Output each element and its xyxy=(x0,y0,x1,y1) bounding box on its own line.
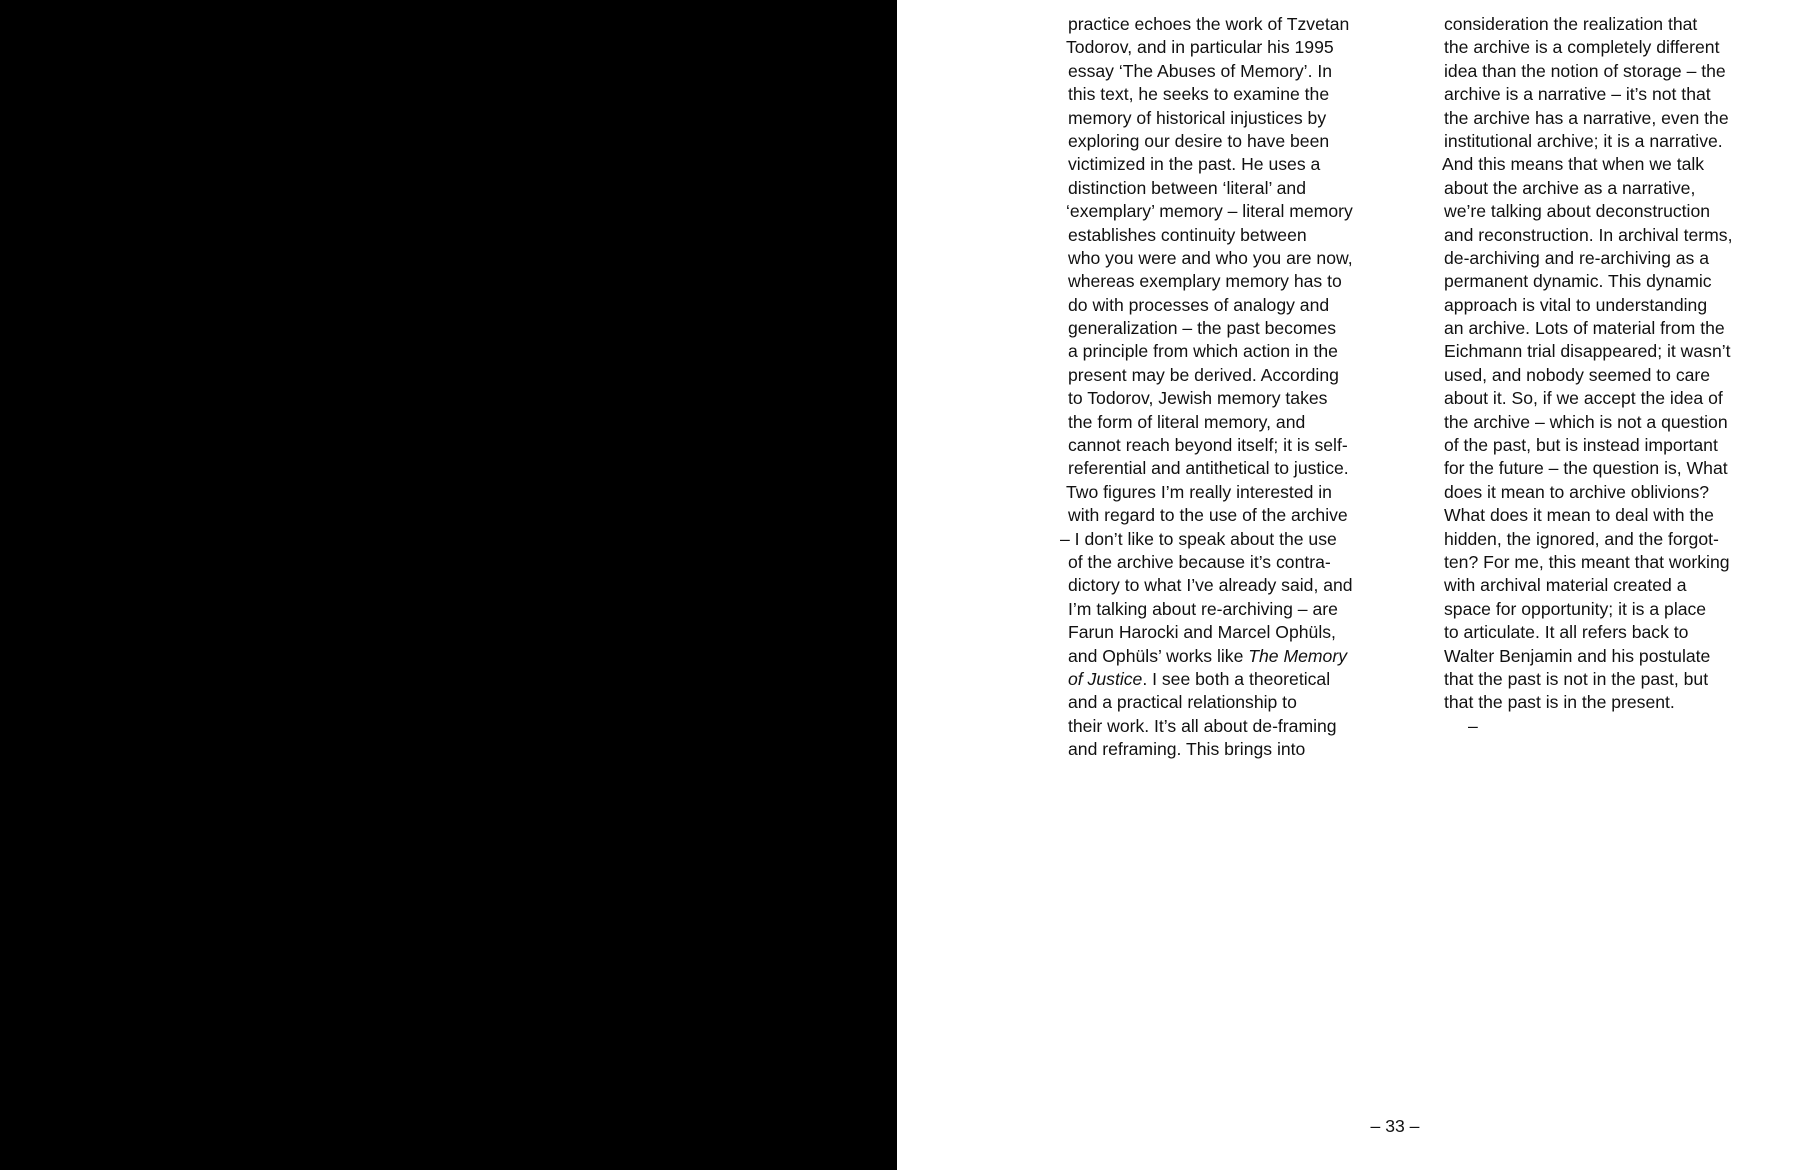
text-line: idea than the notion of storage – the xyxy=(1444,60,1726,81)
text-line: Farun Harocki and Marcel Ophüls, xyxy=(1068,622,1336,643)
text-line: does it mean to archive oblivions? xyxy=(1444,481,1710,502)
text-line: used, and nobody seemed to care xyxy=(1444,364,1711,385)
text-line: about the archive as a narrative, xyxy=(1444,177,1696,198)
text-line: their work. It’s all about de-framing xyxy=(1068,715,1337,736)
text-line: archive is a narrative – it’s not that xyxy=(1444,84,1711,105)
text-line: with archival material created a xyxy=(1444,575,1687,596)
text-line: – I don’t like to speak about the use xyxy=(1060,528,1337,549)
text-line: with regard to the use of the archive xyxy=(1068,505,1348,526)
text-line: institutional archive; it is a narrative. xyxy=(1444,130,1723,151)
text-line: generalization – the past becomes xyxy=(1068,318,1336,339)
text-line: practice echoes the work of Tzvetan xyxy=(1068,14,1350,34)
text-line: ten? For me, this meant that working xyxy=(1444,551,1730,572)
text-column-left xyxy=(1060,13,1353,762)
text-line: victimized in the past. He uses a xyxy=(1068,154,1321,175)
text-line: present may be derived. According xyxy=(1068,364,1339,385)
text-line: And this means that when we talk xyxy=(1442,154,1705,175)
text-line: essay ‘The Abuses of Memory’. In xyxy=(1068,60,1333,81)
text-line: hidden, the ignored, and the forgot- xyxy=(1444,528,1719,549)
text-line: and a practical relationship to xyxy=(1068,692,1297,713)
text-line: and reconstruction. In archival terms, xyxy=(1444,224,1733,245)
text-line: distinction between ‘literal’ and xyxy=(1068,177,1306,198)
text-line: this text, he seeks to examine the xyxy=(1068,84,1330,105)
page-number: – 33 – xyxy=(1370,1116,1420,1136)
text-line xyxy=(1068,645,1353,668)
text-line: the archive has a narrative, even the xyxy=(1444,107,1729,128)
text-line: about it. So, if we accept the idea of xyxy=(1444,388,1723,409)
text-line: the form of literal memory, and xyxy=(1068,411,1306,432)
text-line: a principle from which action in the xyxy=(1068,341,1338,362)
text-line: de-archiving and re-archiving as a xyxy=(1444,247,1710,268)
text-line: cannot reach beyond itself; it is self- xyxy=(1068,435,1348,456)
text-line: an archive. Lots of material from the xyxy=(1444,318,1725,339)
film-title-italic: The Memory xyxy=(1248,645,1347,666)
text-line: the archive – which is not a question xyxy=(1444,411,1728,432)
text-line: and reframing. This brings into xyxy=(1068,739,1306,760)
text-line: exploring our desire to have been xyxy=(1068,130,1330,151)
text-segment: and Ophüls’ works like xyxy=(1068,645,1249,666)
text-line: whereas exemplary memory has to xyxy=(1068,271,1342,292)
text-line: Todorov, and in particular his 1995 xyxy=(1066,37,1334,58)
text-line: do with processes of analogy and xyxy=(1068,294,1330,315)
text-line: for the future – the question is, What xyxy=(1444,458,1728,479)
text-line: of the past, but is instead important xyxy=(1444,435,1718,456)
text-column-right xyxy=(1444,13,1732,738)
text-line: Two figures I’m really interested in xyxy=(1066,481,1332,502)
text-line: dictory to what I’ve already said, and xyxy=(1068,575,1353,596)
text-line: that the past is in the present. xyxy=(1444,692,1675,713)
text-segment: . I see both a theoretical xyxy=(1142,668,1331,689)
text-line: of the archive because it’s contra- xyxy=(1068,551,1331,572)
text-line: referential and antithetical to justice. xyxy=(1068,458,1349,479)
text-line xyxy=(1068,668,1353,691)
end-dash-mark: – xyxy=(1468,715,1478,736)
text-line: consideration the realization that xyxy=(1444,14,1698,34)
text-line: ‘exemplary’ memory – literal memory xyxy=(1066,201,1353,222)
text-line: Walter Benjamin and his postulate xyxy=(1444,645,1711,666)
text-line: to articulate. It all refers back to xyxy=(1444,622,1689,643)
text-line: that the past is not in the past, but xyxy=(1444,668,1709,689)
text-line: we’re talking about deconstruction xyxy=(1444,201,1711,222)
text-line: What does it mean to deal with the xyxy=(1444,505,1714,526)
text-line: memory of historical injustices by xyxy=(1068,107,1327,128)
text-line: Eichmann trial disappeared; it wasn’t xyxy=(1444,341,1731,362)
text-line: permanent dynamic. This dynamic xyxy=(1444,271,1712,292)
text-line: space for opportunity; it is a place xyxy=(1444,598,1707,619)
text-line: who you were and who you are now, xyxy=(1068,247,1353,268)
text-line: to Todorov, Jewish memory takes xyxy=(1068,388,1328,409)
film-title-italic: of Justice xyxy=(1068,668,1143,689)
text-line: I’m talking about re-archiving – are xyxy=(1068,598,1338,619)
text-line: the archive is a completely different xyxy=(1444,37,1720,58)
text-line: establishes continuity between xyxy=(1068,224,1307,245)
text-line: approach is vital to understanding xyxy=(1444,294,1708,315)
